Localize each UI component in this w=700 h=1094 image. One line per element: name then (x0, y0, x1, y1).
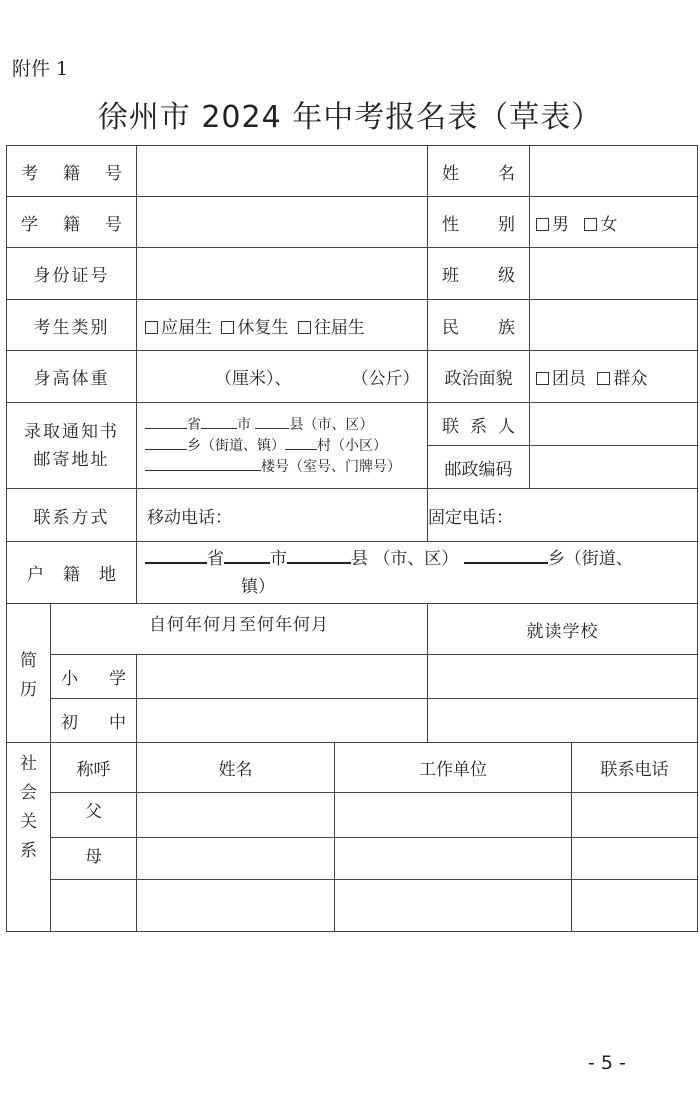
name-field[interactable] (530, 146, 698, 197)
label-mail-address: 录取通知书 邮寄地址 (7, 403, 137, 489)
category-options (137, 300, 428, 351)
height-weight-field[interactable] (137, 351, 428, 403)
father-name-field[interactable] (137, 793, 335, 838)
mobile-field[interactable]: 移动电话： (137, 489, 428, 542)
mother-name-field[interactable] (137, 838, 335, 880)
label-exam-no: 考 籍 号 (7, 146, 137, 197)
postcode-field[interactable] (530, 446, 698, 489)
label-postcode: 邮政编码 (428, 446, 530, 489)
checkbox-icon[interactable] (298, 321, 311, 334)
resume-school-header: 就读学校 (428, 604, 698, 655)
social-header-phone: 联系电话 (572, 743, 698, 793)
junior-school-field[interactable] (428, 699, 698, 743)
weight-unit: （公斤） (351, 369, 420, 389)
hukou-field[interactable]: 省 市 县 （市、区） 乡（街道、 镇） (137, 542, 698, 604)
label-gender: 性 别 (428, 197, 530, 248)
primary-school-field[interactable] (428, 655, 698, 699)
category-current-option[interactable]: 应届生 (145, 318, 212, 338)
annex-label: 附件 1 (12, 58, 69, 80)
label-social: 社 会 关 系 (7, 743, 51, 932)
checkbox-icon[interactable] (597, 372, 610, 385)
social-row-father: 父 (51, 793, 137, 838)
label-ethnicity: 民 族 (428, 300, 530, 351)
politics-league-option[interactable]: 团员 (536, 369, 586, 389)
father-phone-field[interactable] (572, 793, 698, 838)
resume-row-primary: 小 学 (51, 655, 137, 699)
junior-period-field[interactable] (137, 699, 428, 743)
gender-male-option[interactable]: 男 (536, 215, 569, 235)
registration-form (6, 145, 698, 932)
contact-person-field[interactable] (530, 403, 698, 446)
height-unit: （厘米）、 (215, 369, 292, 389)
checkbox-icon[interactable] (584, 218, 597, 231)
label-politics: 政治面貌 (428, 351, 530, 403)
politics-masses-option[interactable]: 群众 (597, 369, 647, 389)
label-student-no: 学 籍 号 (7, 197, 137, 248)
social-header-title: 称呼 (51, 743, 137, 793)
resume-row-junior: 初 中 (51, 699, 137, 743)
id-no-field[interactable] (137, 248, 428, 300)
label-contact-method: 联系方式 (7, 489, 137, 542)
other-name-field[interactable] (137, 880, 335, 932)
checkbox-icon[interactable] (145, 321, 158, 334)
label-hukou: 户 籍 地 (7, 542, 137, 604)
category-previous-option[interactable]: 往届生 (298, 318, 365, 338)
page-number: - 5 - (588, 1052, 626, 1074)
form-title: 徐州市 2024 年中考报名表（草表） (97, 100, 603, 135)
social-row-mother: 母 (51, 838, 137, 880)
gender-options (530, 197, 698, 248)
father-work-field[interactable] (335, 793, 572, 838)
label-contact-person: 联 系 人 (428, 403, 530, 446)
other-phone-field[interactable] (572, 880, 698, 932)
label-resume: 简 历 (7, 604, 51, 743)
ethnicity-field[interactable] (530, 300, 698, 351)
mother-work-field[interactable] (335, 838, 572, 880)
category-resumed-option[interactable]: 休复生 (221, 318, 288, 338)
gender-female-option[interactable]: 女 (584, 215, 617, 235)
label-id-no: 身份证号 (7, 248, 137, 300)
resume-period-header: 自何年何月至何年何月 (51, 604, 428, 655)
mail-address-field[interactable]: 省 市 县（市、区） 乡（街道、镇） 村（小区） 楼号（室号、门牌号） (137, 403, 428, 489)
mother-phone-field[interactable] (572, 838, 698, 880)
student-no-field[interactable] (137, 197, 428, 248)
social-row-other[interactable] (51, 880, 137, 932)
social-header-name: 姓名 (137, 743, 335, 793)
primary-period-field[interactable] (137, 655, 428, 699)
class-field[interactable] (530, 248, 698, 300)
label-height-weight: 身高体重 (7, 351, 137, 403)
other-work-field[interactable] (335, 880, 572, 932)
label-name: 姓 名 (428, 146, 530, 197)
checkbox-icon[interactable] (536, 372, 549, 385)
social-header-work: 工作单位 (335, 743, 572, 793)
politics-options (530, 351, 698, 403)
label-category: 考生类别 (7, 300, 137, 351)
exam-no-field[interactable] (137, 146, 428, 197)
landline-field[interactable]: 固定电话： (428, 489, 698, 542)
checkbox-icon[interactable] (221, 321, 234, 334)
checkbox-icon[interactable] (536, 218, 549, 231)
label-class: 班 级 (428, 248, 530, 300)
